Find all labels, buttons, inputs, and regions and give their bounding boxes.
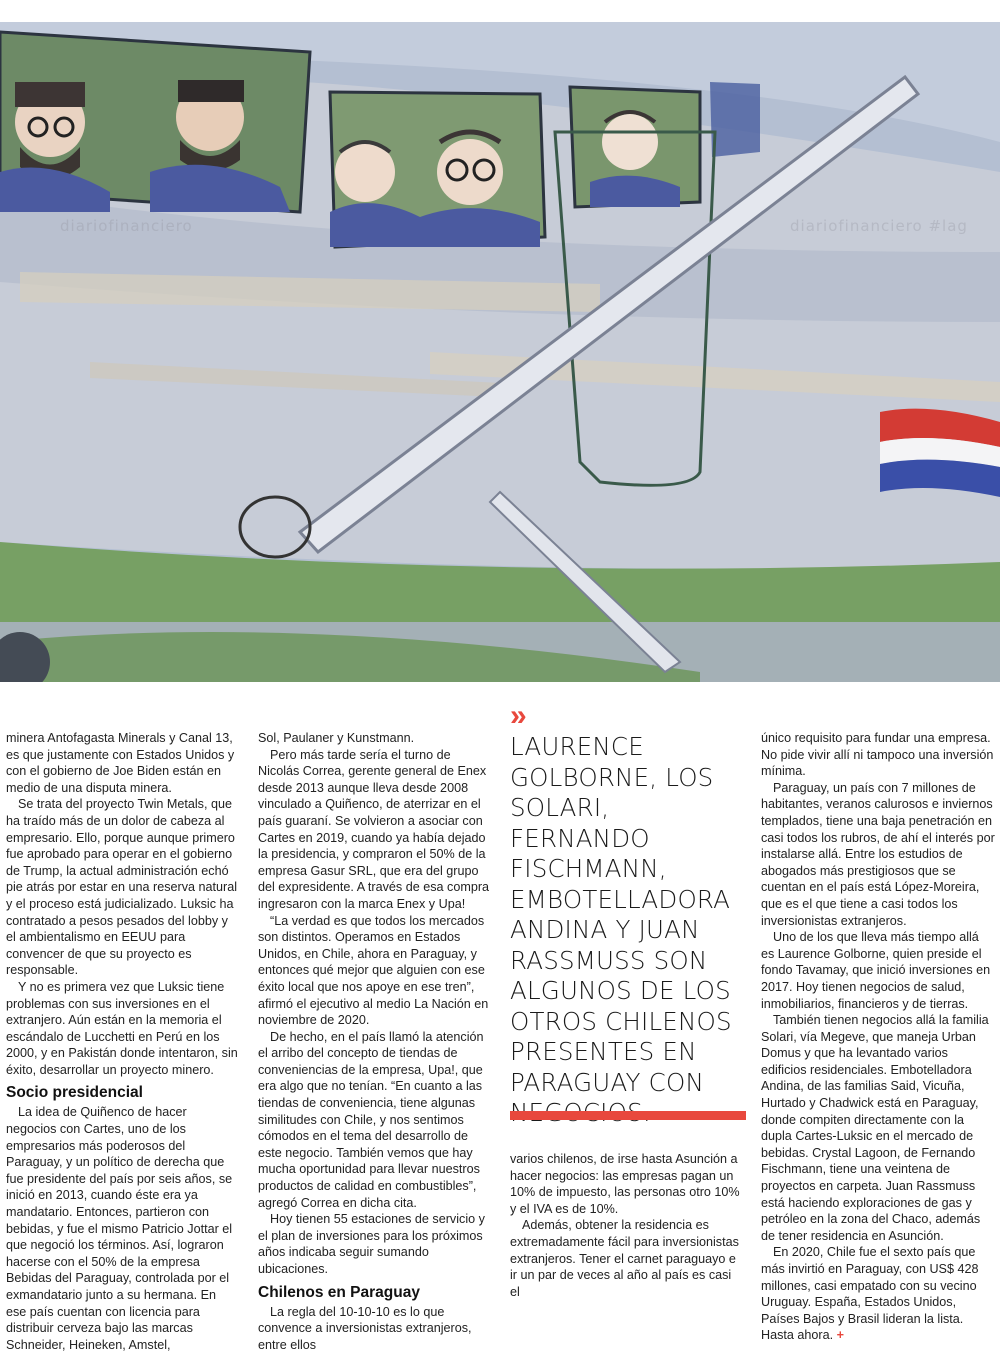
section-heading: Chilenos en Paraguay bbox=[258, 1283, 420, 1301]
watermark: diariofinanciero bbox=[60, 217, 193, 235]
paragraph: Y no es primera vez que Luksic tiene problemas con sus inversiones en el extranjero. Aún están en la memoria el escándalo de Lucchetti en Perú en los 2000, y en Pakistán donde intentaron, sin éxito, desarrollar un proyecto minero. bbox=[6, 979, 238, 1077]
paragraph: Además, obtener la residencia es extremadamente fácil para inversionistas extranjeros. Tener el carnet paraguayo e ir un par de veces al año al país es casi el bbox=[510, 1218, 739, 1299]
paragraph: También tienen negocios allá la familia Solari, vía Megeve, que maneja Urban Domus y que ha levantado varios edificios residenciales. Embotelladora Andina, de las familias Said, Vicuña, Hurtado y Chadwick está en Paraguay, donde compiten directamente con la dupla Cartes-Luksic en el mercado de bebidas. Crystal Lagoon, de Fernando Fischmann, tiene una veintena de proyectos en carpeta. Juan Rassmuss está haciendo exploraciones de gas y petróleo en la zona del Chaco, además de tener residencia en Asunción. bbox=[761, 1013, 989, 1243]
paragraph: Se trata del proyecto Twin Metals, que ha traído más de un dolor de cabeza al empresario. Ello, porque aunque primero fue aprobado para operar en el gobierno de Trump, la actual administración echó pie atrás por estar en una reserva natural y el proceso está judicializado. Luksic ha contratado a pesos pesados del lobby y el ambientalismo en EEUU para convencer de que su proyecto es responsable. bbox=[6, 797, 238, 978]
article-column-2 bbox=[258, 730, 494, 1353]
article-column-3 bbox=[510, 1151, 744, 1300]
paragraph: varios chilenos, de irse hasta Asunción a hacer negocios: las empresas pagan un 10% de impuesto, las personas otro 10% y el IVA es de 10%. bbox=[510, 1152, 740, 1216]
watermark: diariofinanciero #lag bbox=[790, 217, 968, 235]
illustration-svg bbox=[0, 22, 1000, 682]
article-column-1 bbox=[6, 730, 238, 1353]
paragraph: Paraguay, un país con 7 millones de habitantes, veranos calurosos e inviernos templados, tiene una baja penetración en casi todos los rubros, de ahí el interés por instalarse allá. Entre los estudios de abogados más prestigiosos que se cuentan en el país está López-Moreira, que es el que tiene a casi todos los inversionistas extranjeros. bbox=[761, 780, 995, 928]
paragraph: De hecho, en el país llamó la atención el arribo del concepto de tiendas de conveniencias de la empresa, Upa!, que era algo que no tenían. “En cuanto a las tiendas de conveniencia, tiene algunas similitudes con Chile, y nos sentimos cómodos en el tema del desarrollo de este negocio. También vemos que hay mucha oportunidad para llevar nuestros productos de calidad en combustibles”, agregó Correa en dicha cita. bbox=[258, 1029, 484, 1210]
paragraph: único requisito para fundar una empresa. No pide vivir allí ni tampoco una inversión mínima. bbox=[761, 731, 994, 779]
pull-quote: LAURENCE GOLBORNE, LOS SOLARI, FERNANDO FISCHMANN, EMBOTELLADORA ANDINA Y JUAN RASSMUSS SON ALGUNOS DE LOS OTROS CHILENOS PRESENTES EN PARAGUAY CON bbox=[510, 732, 732, 1097]
paragraph: Sol, Paulaner y Kunstmann. bbox=[258, 731, 415, 745]
article-column-4 bbox=[761, 730, 995, 1344]
end-mark-icon: + bbox=[836, 1328, 844, 1343]
paragraph: Pero más tarde sería el turno de Nicolás Correa, gerente general de Enex desde 2013 aunque lleva desde 2008 vinculado a Quiñenco, de aterrizar en el país guaraní. Se volvieron a asociar con Cartes en 2019, cuando ya había dejado la presidencia, y compraron el 50% de la empresa Gasur SRL, que era del grupo del expresidente. A través de esa compra ingresaron con la marca Enex y Upa! bbox=[258, 747, 490, 911]
paragraph bbox=[761, 1244, 995, 1344]
airplane-illustration bbox=[0, 22, 1000, 682]
pull-quote-bar bbox=[510, 1111, 746, 1120]
paragraph: La idea de Quiñenco de hacer negocios con Cartes, uno de los empresarios más poderosos del Paraguay, y un político de derecha que fue presidente del país por seis años, se inició en 2013, cuando éste era ya mandatario. Entonces, partieron con bebidas, y fue el mismo Patricio Jottar el que negoció los términos. Así, lograron hacerse con el 50% de la empresa Bebidas del Paraguay, controlada por el exmandatario junto a su hermana. En ese país cuentan con licencia para distribuir cerveza bajo las marcas Schneider, Heineken, Amstel, bbox=[6, 1105, 233, 1352]
paragraph: La regla del 10-10-10 es lo que convence a inversionistas extranjeros, entre ellos bbox=[258, 1304, 472, 1352]
section-heading: Socio presidencial bbox=[6, 1084, 143, 1102]
paragraph: minera Antofagasta Minerals y Canal 13, es que justamente con Estados Unidos y con el gobierno de Joe Biden están en medio de una disputa minera. bbox=[6, 731, 235, 795]
paragraph-text: En 2020, Chile fue el sexto país que más invirtió en Paraguay, con US$ 428 millones, casi empatado con su vecino Uruguay. España, Estados Unidos, Países Bajos y Brasil lideran la lista. Hasta ahora. bbox=[761, 1245, 979, 1343]
paragraph: Hoy tienen 55 estaciones de servicio y el plan de inversiones para los próximos años indicaba seguir sumando ubicaciones. bbox=[258, 1212, 485, 1276]
paragraph: Uno de los que lleva más tiempo allá es Laurence Golborne, quien preside el fondo Tavamay, que inició inversiones en 2017. Hoy tienen negocios de salud, inmobiliarios, financieros y de tierras. bbox=[761, 930, 991, 1011]
quote-chevron-icon: » bbox=[510, 699, 523, 732]
paragraph: “La verdad es que todos los mercados son distintos. Operamos en Estados Unidos, en Chile, ahora en Paraguay, y entonces qué mejor que alguien con ese éxito local que nos apoye en ese tren”, afirmó el ejecutivo al medio La Nación en noviembre de 2020. bbox=[258, 913, 489, 1028]
